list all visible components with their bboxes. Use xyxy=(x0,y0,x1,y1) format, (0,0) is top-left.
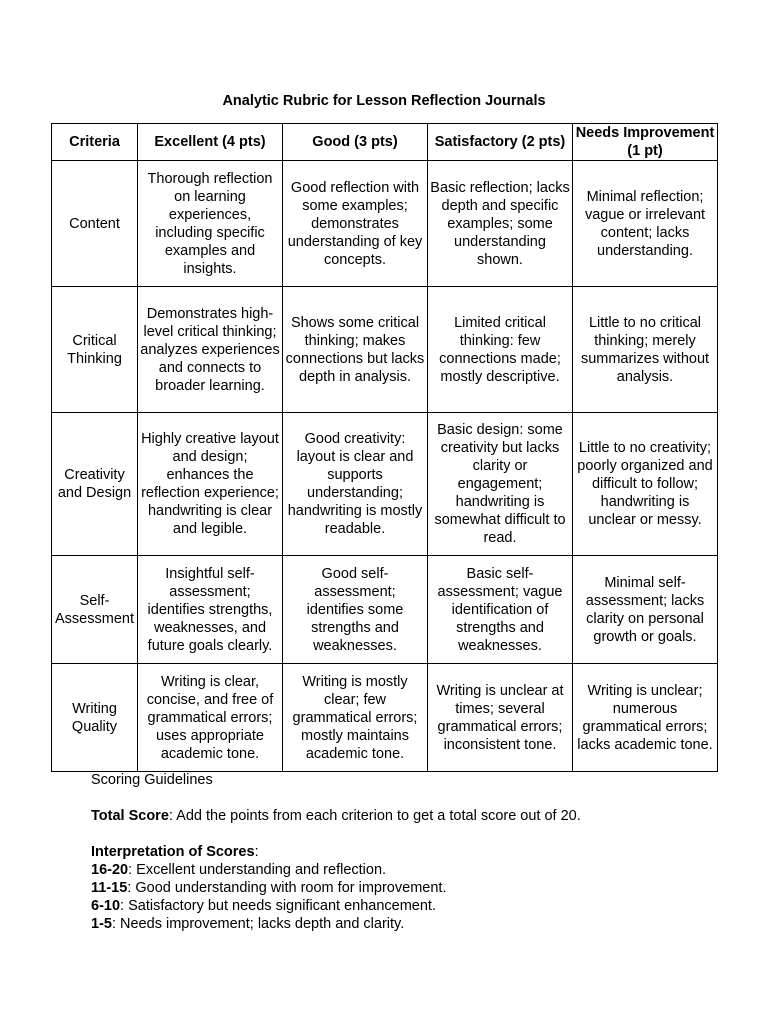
score-range: 1-5 xyxy=(91,916,112,932)
header-criteria: Criteria xyxy=(52,124,138,161)
scoring-guidelines xyxy=(91,771,731,933)
score-range-text: : Needs improvement; lacks depth and clarity. xyxy=(111,916,405,932)
table-row xyxy=(52,664,718,772)
criterion-cell: Writing Quality xyxy=(52,664,138,772)
score-range: 11-15 xyxy=(91,880,128,896)
score-range: 16-20 xyxy=(91,862,129,878)
satisfactory-cell: Basic reflection; lacks depth and specific examples; some understanding shown. xyxy=(428,161,573,287)
excellent-cell: Demonstrates high-level critical thinking; analyzes experiences and connects to broader learning. xyxy=(138,287,283,413)
criterion-cell: Content xyxy=(52,161,138,287)
score-range-line xyxy=(91,861,731,879)
good-cell: Writing is mostly clear; few grammatical errors; mostly maintains academic tone. xyxy=(283,664,428,772)
interpretation-heading: Interpretation of Scores: xyxy=(91,844,259,860)
total-score-text: : Add the points from each criterion to get a total score out of 20. xyxy=(168,808,581,824)
table-header-row xyxy=(52,124,718,161)
needs-improvement-cell: Writing is unclear; numerous grammatical errors; lacks academic tone. xyxy=(573,664,718,772)
satisfactory-cell: Limited critical thinking: few connections made; mostly descriptive. xyxy=(428,287,573,413)
total-score-label: Total Score xyxy=(91,808,169,824)
score-range-text: : Satisfactory but needs significant enhancement. xyxy=(120,898,436,914)
needs-improvement-cell: Minimal self-assessment; lacks clarity on personal growth or goals. xyxy=(573,556,718,664)
scoring-heading: Scoring Guidelines xyxy=(91,772,213,788)
excellent-cell: Thorough reflection on learning experiences, including specific examples and insights. xyxy=(138,161,283,287)
total-score-line xyxy=(91,807,731,825)
needs-improvement-cell: Minimal reflection; vague or irrelevant content; lacks understanding. xyxy=(573,161,718,287)
header-good: Good (3 pts) xyxy=(283,124,428,161)
score-range-line xyxy=(91,879,731,897)
excellent-cell: Insightful self-assessment; identifies strengths, weaknesses, and future goals clearly. xyxy=(138,556,283,664)
document-title: Analytic Rubric for Lesson Reflection Journals xyxy=(222,93,546,109)
score-range-text: : Excellent understanding and reflection. xyxy=(128,862,387,878)
good-cell: Good self-assessment; identifies some strengths and weaknesses. xyxy=(283,556,428,664)
excellent-cell: Highly creative layout and design; enhances the reflection experience; handwriting is clear and legible. xyxy=(138,413,283,556)
criterion-cell: Creativity and Design xyxy=(52,413,138,556)
interpretation-label: Interpretation of Scores xyxy=(91,844,255,860)
score-range-text: : Good understanding with room for improvement. xyxy=(127,880,447,896)
excellent-cell: Writing is clear, concise, and free of grammatical errors; uses appropriate academic tone. xyxy=(138,664,283,772)
score-range-line xyxy=(91,897,731,915)
good-cell: Good reflection with some examples; demonstrates understanding of key concepts. xyxy=(283,161,428,287)
satisfactory-cell: Basic design: some creativity but lacks clarity or engagement; handwriting is somewhat difficult to read. xyxy=(428,413,573,556)
header-excellent: Excellent (4 pts) xyxy=(138,124,283,161)
needs-improvement-cell: Little to no creativity; poorly organized and difficult to follow; handwriting is unclear or messy. xyxy=(573,413,718,556)
good-cell: Good creativity: layout is clear and supports understanding; handwriting is mostly readable. xyxy=(283,413,428,556)
satisfactory-cell: Writing is unclear at times; several grammatical errors; inconsistent tone. xyxy=(428,664,573,772)
header-needs-improvement: Needs Improvement (1 pt) xyxy=(573,124,718,161)
needs-improvement-cell: Little to no critical thinking; merely summarizes without analysis. xyxy=(573,287,718,413)
table-row xyxy=(52,287,718,413)
criterion-cell: Self-Assessment xyxy=(52,556,138,664)
table-row xyxy=(52,161,718,287)
satisfactory-cell: Basic self-assessment; vague identification of strengths and weaknesses. xyxy=(428,556,573,664)
table-row xyxy=(52,413,718,556)
good-cell: Shows some critical thinking; makes connections but lacks depth in analysis. xyxy=(283,287,428,413)
criterion-cell: Critical Thinking xyxy=(52,287,138,413)
header-satisfactory: Satisfactory (2 pts) xyxy=(428,124,573,161)
score-range: 6-10 xyxy=(91,898,121,914)
rubric-table xyxy=(51,123,718,772)
table-row xyxy=(52,556,718,664)
score-range-line xyxy=(91,915,731,933)
